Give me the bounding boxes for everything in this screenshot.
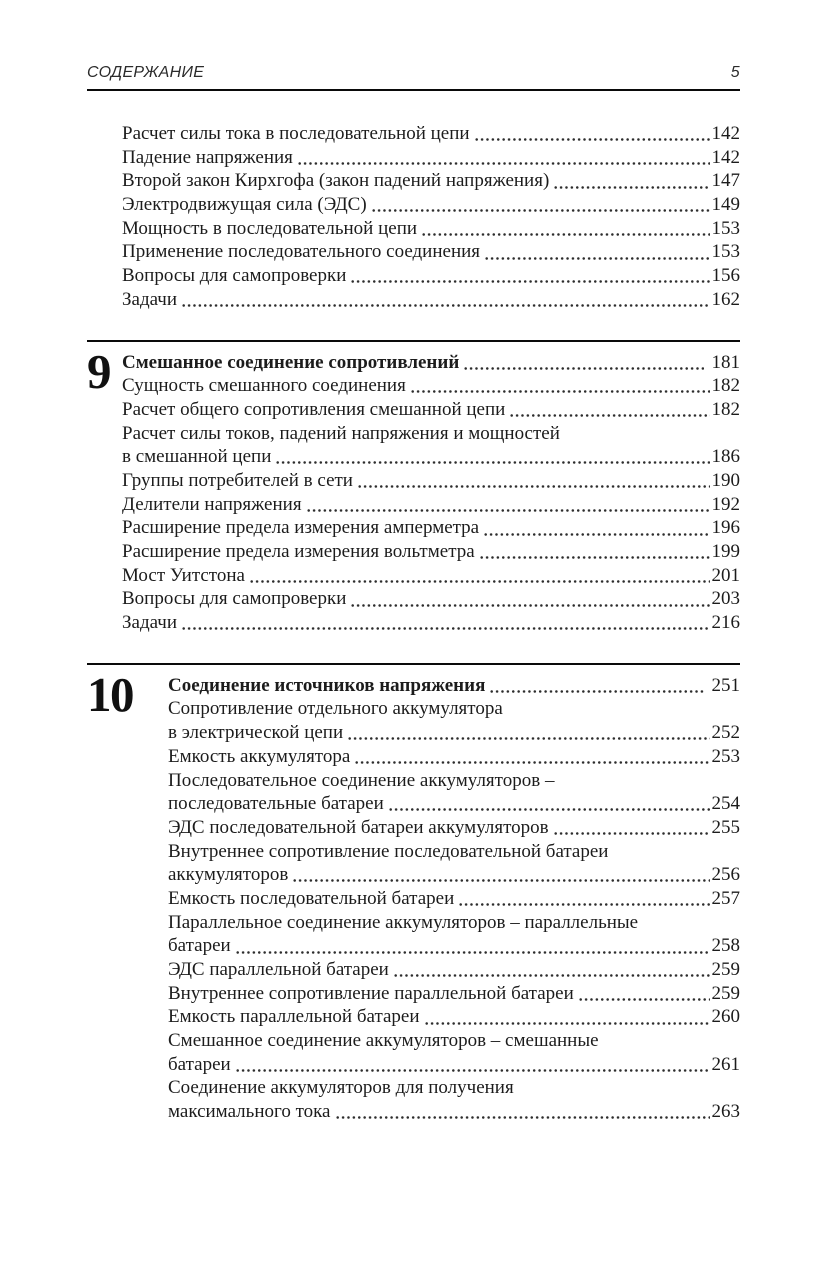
dot-leader bbox=[347, 721, 709, 745]
chapter-heading-entry bbox=[122, 351, 740, 375]
dot-leader bbox=[335, 1100, 710, 1124]
dot-leader bbox=[424, 1005, 710, 1029]
dot-leader bbox=[306, 493, 710, 517]
dot-leader bbox=[357, 469, 710, 493]
entry-page-number: 190 bbox=[711, 469, 740, 491]
toc-entry-list bbox=[122, 351, 740, 635]
contents-title: СОДЕРЖАНИЕ bbox=[87, 64, 205, 81]
entry-title: Падение напряжения bbox=[122, 146, 293, 168]
entry-title: Емкость аккумулятора bbox=[168, 745, 351, 767]
entry-page-number: 147 bbox=[711, 170, 740, 192]
dot-leader bbox=[354, 745, 709, 769]
dot-leader bbox=[275, 445, 709, 469]
toc-section-continued bbox=[87, 122, 740, 312]
dot-leader bbox=[249, 564, 710, 588]
entry-page-number: 254 bbox=[711, 793, 740, 815]
dot-leader bbox=[421, 217, 709, 241]
entry-page-number: 199 bbox=[711, 541, 740, 562]
toc-entry bbox=[168, 1005, 740, 1029]
entry-title: Емкость последовательной батареи bbox=[168, 887, 455, 909]
entry-page-number: 192 bbox=[711, 493, 740, 515]
toc-entry bbox=[122, 611, 740, 635]
entry-title: батареи bbox=[168, 1053, 231, 1075]
toc-section-chapter-9 bbox=[87, 343, 740, 635]
toc-entry bbox=[168, 1053, 740, 1077]
toc-entry bbox=[168, 958, 740, 982]
entry-page-number: 149 bbox=[711, 194, 740, 216]
entry-page-number: 186 bbox=[711, 446, 740, 468]
toc-entry bbox=[122, 217, 740, 241]
entry-title: Мост Уитстона bbox=[122, 564, 245, 586]
entry-page-number: 142 bbox=[711, 146, 740, 168]
entry-page-number: 255 bbox=[711, 816, 740, 838]
entry-title: Расчет силы тока в последовательной цепи bbox=[122, 123, 470, 144]
toc-entry bbox=[168, 745, 740, 769]
toc-entry bbox=[168, 1100, 740, 1124]
toc-entry bbox=[168, 840, 740, 864]
dot-leader bbox=[235, 1053, 710, 1077]
toc-entry bbox=[122, 169, 740, 193]
entry-page-number: 153 bbox=[711, 241, 740, 263]
entry-title: Задачи bbox=[122, 612, 178, 634]
dot-leader bbox=[509, 398, 709, 422]
toc-entry bbox=[122, 493, 740, 517]
entry-page-number: 260 bbox=[711, 1006, 740, 1028]
toc-entry bbox=[122, 193, 740, 217]
chapter-number: 9 bbox=[87, 343, 110, 399]
toc-entry bbox=[168, 887, 740, 911]
dot-leader bbox=[297, 146, 710, 170]
section-divider bbox=[87, 340, 740, 342]
toc-entry bbox=[122, 398, 740, 422]
entry-page-number: 258 bbox=[711, 935, 740, 957]
entry-page-number: 196 bbox=[711, 517, 740, 539]
entry-page-number: 257 bbox=[711, 887, 740, 909]
entry-title: ЭДС параллельной батареи bbox=[168, 959, 389, 980]
toc-entry bbox=[122, 469, 740, 493]
toc-entry-list bbox=[168, 674, 740, 1124]
entry-title: Сопротивление отдельного аккумулятора bbox=[168, 698, 503, 720]
entry-page-number: 156 bbox=[711, 265, 740, 287]
dot-leader bbox=[553, 169, 709, 193]
entry-title: максимального тока bbox=[168, 1101, 331, 1123]
dot-leader bbox=[553, 816, 710, 840]
dot-leader bbox=[489, 674, 703, 698]
dot-leader bbox=[484, 240, 709, 264]
entry-title: Последовательное соединение аккумуляторов – bbox=[168, 769, 555, 791]
entry-title: Параллельное соединение аккумуляторов – параллельные bbox=[168, 911, 639, 933]
toc-entry bbox=[122, 264, 740, 288]
dot-leader bbox=[181, 611, 709, 635]
entry-title: Соединение аккумуляторов для получения bbox=[168, 1077, 514, 1099]
entry-page-number: 251 bbox=[711, 674, 740, 696]
entry-title: Расширение предела измерения вольтметра bbox=[122, 541, 475, 562]
chapter-title: Смешанное соединение сопротивлений bbox=[122, 351, 460, 373]
entry-title: Внутреннее сопротивление параллельной батареи bbox=[168, 982, 574, 1004]
entry-title: Второй закон Кирхгофа (закон падений напряжения) bbox=[122, 170, 550, 192]
toc-entry bbox=[168, 863, 740, 887]
entry-page-number: 252 bbox=[711, 722, 740, 744]
dot-leader bbox=[410, 374, 710, 398]
toc-entry bbox=[168, 1029, 740, 1053]
entry-page-number: 261 bbox=[711, 1053, 740, 1075]
toc-entry bbox=[168, 816, 740, 840]
entry-title: батареи bbox=[168, 935, 231, 957]
entry-page-number: 263 bbox=[711, 1101, 740, 1123]
entry-title: Расчет силы токов, падений напряжения и мощностей bbox=[122, 422, 560, 444]
toc-entry bbox=[122, 288, 740, 312]
entry-page-number: 256 bbox=[711, 864, 740, 886]
entry-title: Внутреннее сопротивление последовательной батареи bbox=[168, 840, 609, 862]
entry-title: Мощность в последовательной цепи bbox=[122, 217, 418, 239]
dot-leader bbox=[474, 122, 710, 146]
dot-leader bbox=[483, 516, 709, 540]
entry-title: Вопросы для самопроверки bbox=[122, 588, 347, 610]
entry-page-number: 259 bbox=[711, 959, 740, 980]
toc-entry bbox=[122, 540, 740, 564]
entry-page-number: 181 bbox=[711, 351, 740, 373]
entry-title: Группы потребителей в сети bbox=[122, 469, 353, 491]
chapter-heading-entry bbox=[168, 674, 740, 698]
dot-leader bbox=[388, 792, 710, 816]
chapter-number: 10 bbox=[87, 666, 133, 722]
toc-entry bbox=[168, 721, 740, 745]
chapter-title: Соединение источников напряжения bbox=[168, 674, 486, 696]
toc-entry bbox=[122, 422, 740, 446]
entry-title: в смешанной цепи bbox=[122, 446, 272, 468]
toc-entry bbox=[168, 792, 740, 816]
entry-page-number: 259 bbox=[711, 982, 740, 1004]
toc-entry bbox=[122, 445, 740, 469]
toc-entry bbox=[122, 587, 740, 611]
dot-leader bbox=[235, 934, 710, 958]
entry-title: в электрической цепи bbox=[168, 722, 344, 744]
page-header bbox=[87, 64, 740, 91]
entry-page-number: 253 bbox=[711, 745, 740, 767]
toc-entry bbox=[122, 122, 740, 146]
toc-entry bbox=[168, 769, 740, 793]
entry-title: Задачи bbox=[122, 288, 178, 310]
toc-entry bbox=[168, 1076, 740, 1100]
dot-leader bbox=[479, 540, 710, 564]
folio-page-number: 5 bbox=[730, 64, 740, 81]
entry-title: Расчет общего сопротивления смешанной цепи bbox=[122, 398, 506, 420]
toc-section-chapter-10 bbox=[87, 666, 740, 1124]
entry-title: Делители напряжения bbox=[122, 493, 302, 515]
entry-page-number: 162 bbox=[711, 288, 740, 310]
entry-page-number: 201 bbox=[711, 564, 740, 586]
toc-entry bbox=[122, 240, 740, 264]
dot-leader bbox=[371, 193, 710, 217]
toc-entry bbox=[168, 934, 740, 958]
entry-title: Применение последовательного соединения bbox=[122, 241, 481, 263]
entry-title: последовательные батареи bbox=[168, 793, 384, 815]
entry-title: Электродвижущая сила (ЭДС) bbox=[122, 194, 367, 216]
entry-page-number: 182 bbox=[711, 398, 740, 420]
entry-title: Смешанное соединение аккумуляторов – смешанные bbox=[168, 1030, 599, 1052]
dot-leader bbox=[292, 863, 709, 887]
toc-entry bbox=[122, 146, 740, 170]
dot-leader bbox=[458, 887, 709, 911]
entry-title: ЭДС последовательной батареи аккумуляторов bbox=[168, 816, 549, 838]
section-divider bbox=[87, 663, 740, 665]
entry-title: Сущность смешанного соединения bbox=[122, 375, 406, 397]
dot-leader bbox=[463, 351, 703, 375]
entry-page-number: 153 bbox=[711, 217, 740, 239]
toc-entry bbox=[168, 697, 740, 721]
toc-entry bbox=[168, 982, 740, 1006]
toc-entry bbox=[168, 911, 740, 935]
dot-leader bbox=[350, 264, 709, 288]
toc-entry bbox=[122, 374, 740, 398]
entry-title: аккумуляторов bbox=[168, 864, 289, 886]
entry-title: Вопросы для самопроверки bbox=[122, 265, 347, 287]
entry-page-number: 182 bbox=[711, 375, 740, 397]
toc-entry-list bbox=[122, 122, 740, 312]
entry-title: Емкость параллельной батареи bbox=[168, 1006, 420, 1028]
entry-title: Расширение предела измерения амперметра bbox=[122, 517, 480, 539]
dot-leader bbox=[393, 958, 710, 982]
toc-entry bbox=[122, 516, 740, 540]
dot-leader bbox=[181, 288, 709, 312]
entry-page-number: 142 bbox=[711, 123, 740, 144]
dot-leader bbox=[578, 982, 710, 1006]
chapter-number bbox=[87, 122, 122, 312]
entry-page-number: 203 bbox=[711, 588, 740, 610]
entry-page-number: 216 bbox=[711, 612, 740, 634]
table-of-contents bbox=[87, 122, 740, 1124]
toc-entry bbox=[122, 564, 740, 588]
dot-leader bbox=[350, 587, 709, 611]
